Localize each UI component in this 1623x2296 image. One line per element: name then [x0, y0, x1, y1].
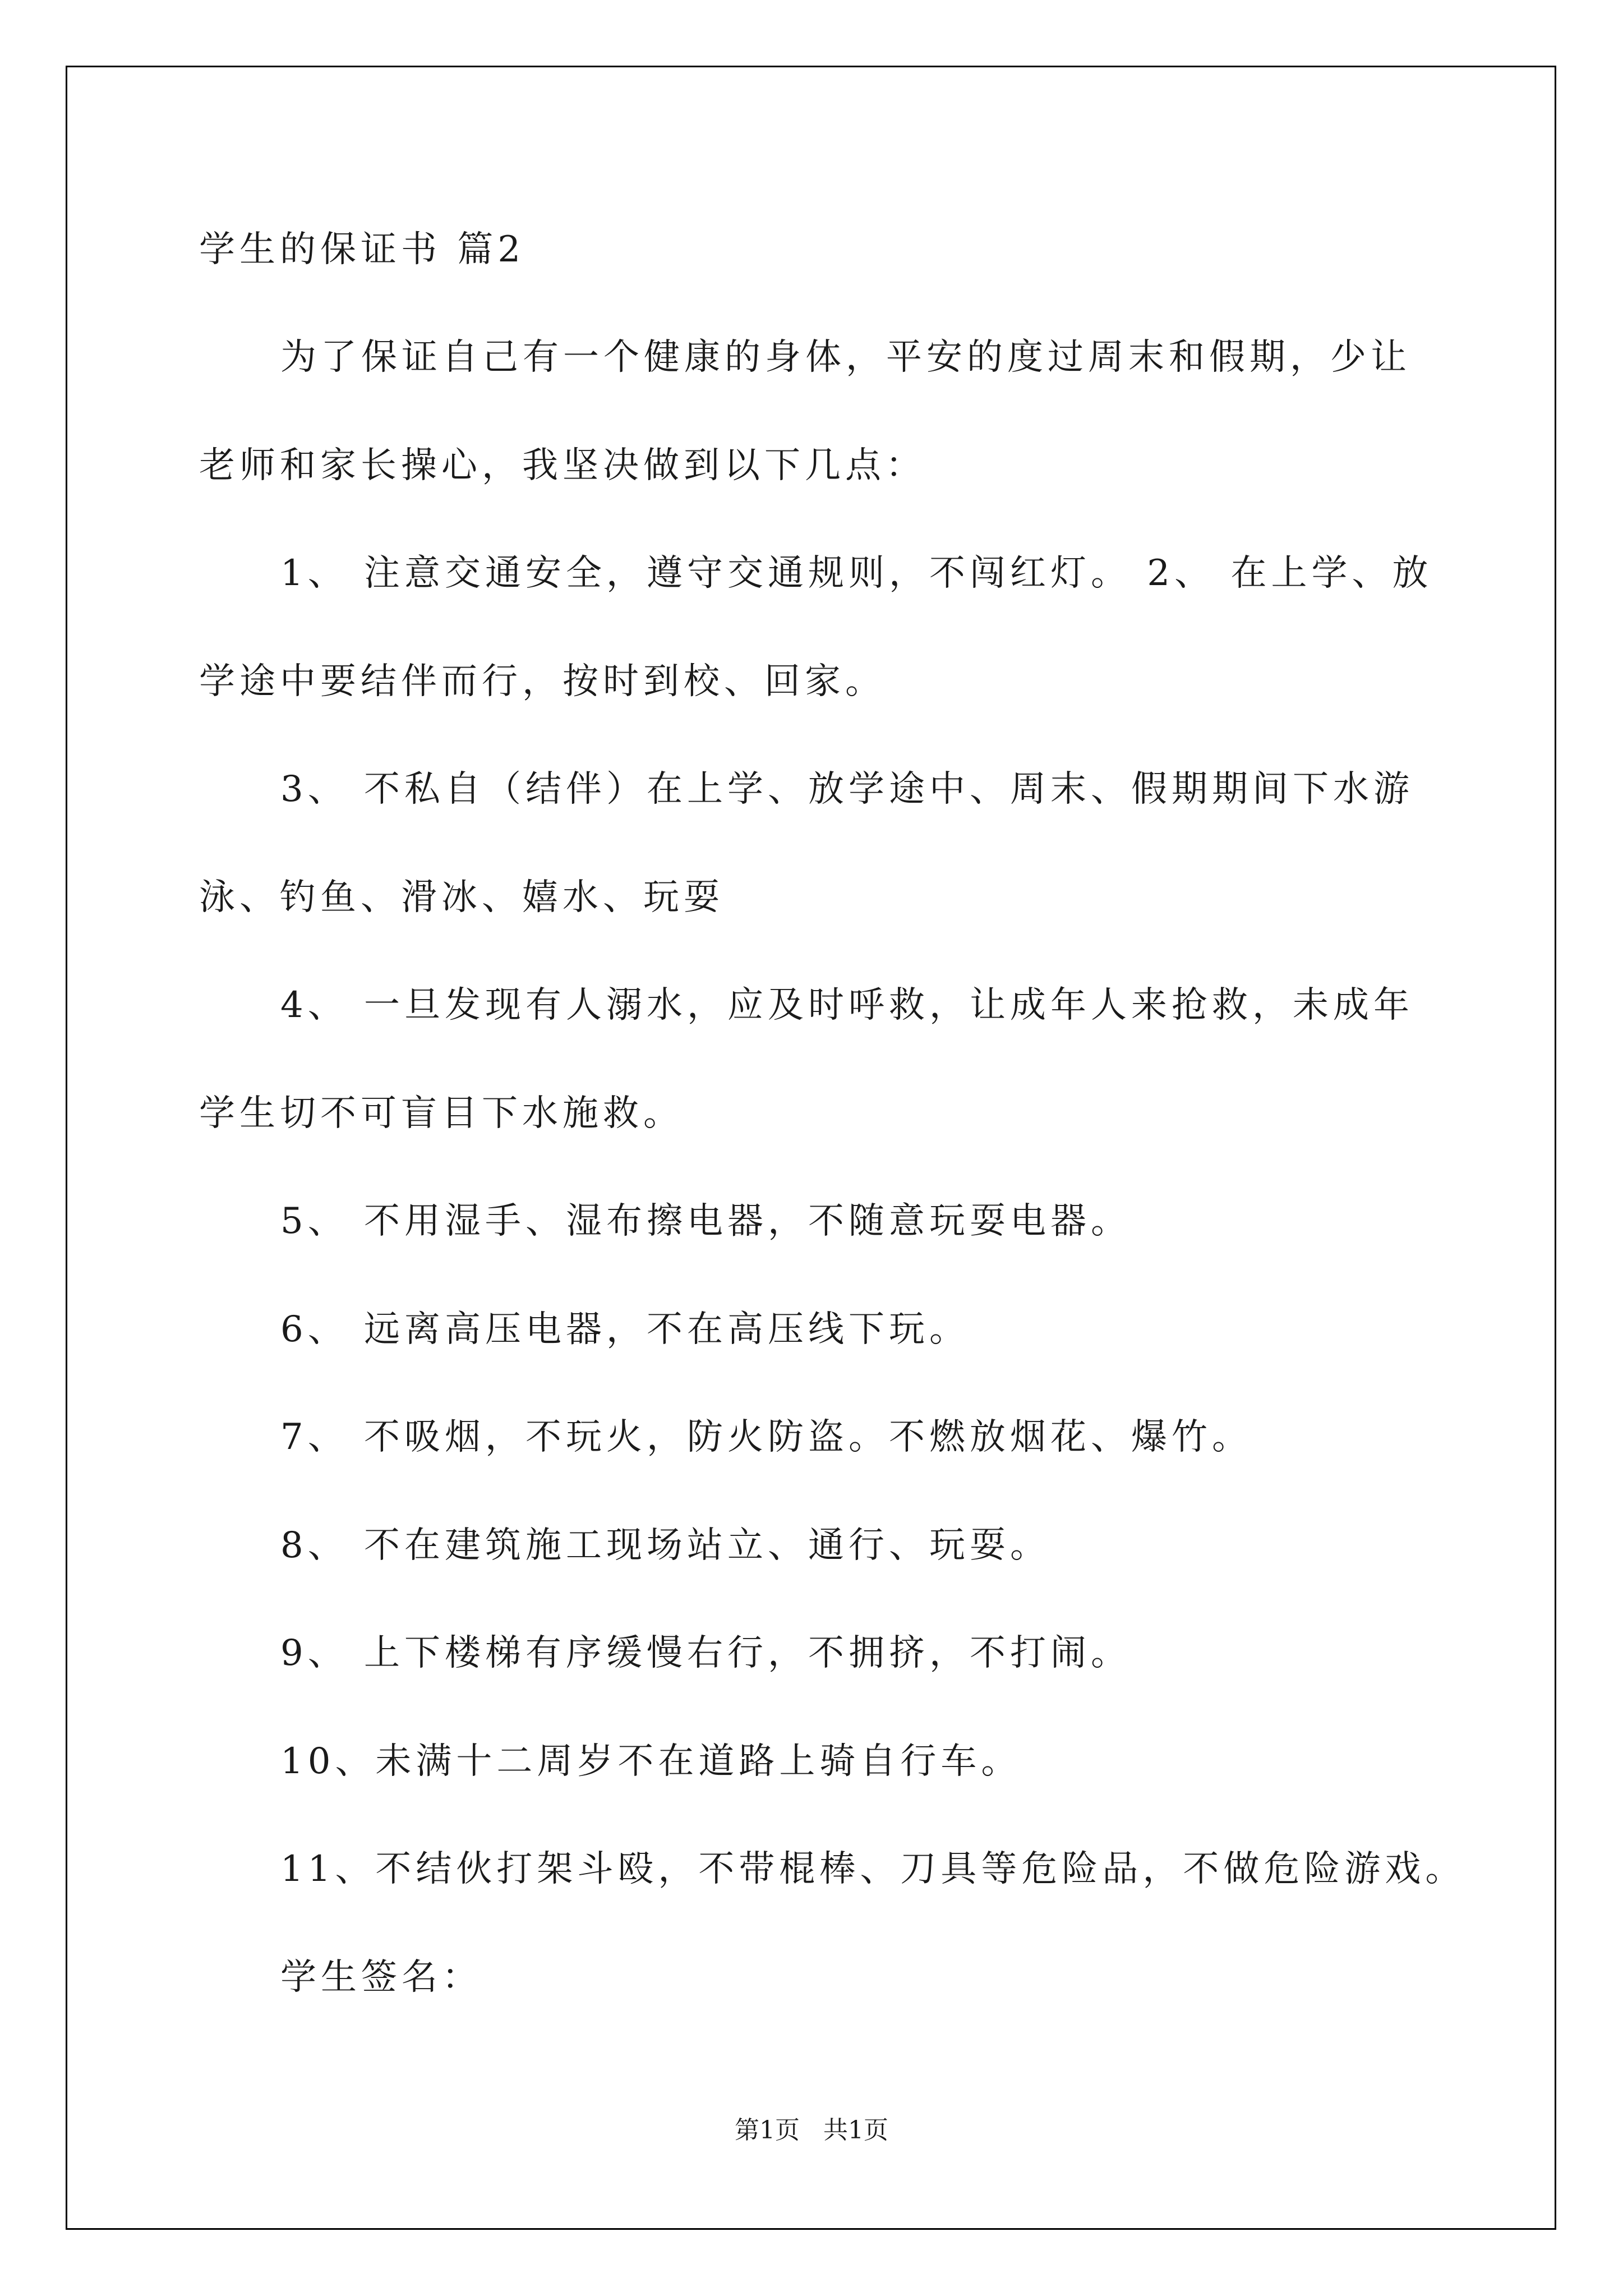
- paragraph-line: 4、 一旦发现有人溺水，应及时呼救，让成年人来抢救，未成年: [280, 984, 1414, 1026]
- paragraph-line: 5、 不用湿手、湿布擦电器，不随意玩耍电器。: [280, 1200, 1132, 1242]
- paragraph-line: 9、 上下楼梯有序缓慢右行，不拥挤，不打闹。: [280, 1632, 1132, 1674]
- paragraph-line: 泳、钓鱼、滑冰、嬉水、玩耍: [199, 877, 724, 918]
- document-title: 学生的保证书 篇2: [199, 229, 525, 270]
- paragraph-line: 8、 不在建筑施工现场站立、通行、玩耍。: [280, 1525, 1051, 1566]
- paragraph-line: 7、 不吸烟，不玩火，防火防盗。不燃放烟花、爆竹。: [280, 1416, 1253, 1458]
- signature-label: 学生签名：: [280, 1957, 482, 1998]
- paragraph-line: 为了保证自己有一个健康的身体，平安的度过周末和假期，少让: [280, 337, 1411, 378]
- page-footer: 第1页 共1页: [735, 2116, 888, 2145]
- paragraph-line: 10、未满十二周岁不在道路上骑自行车。: [280, 1741, 1022, 1782]
- paragraph-line: 3、 不私自（结伴）在上学、放学途中、周末、假期期间下水游: [280, 769, 1414, 810]
- page-frame: [66, 66, 1556, 2230]
- paragraph-line: 11、不结伙打架斗殴，不带棍棒、刀具等危险品，不做危险游戏。: [280, 1848, 1466, 1890]
- paragraph-line: 6、 远离高压电器，不在高压线下玩。: [280, 1309, 970, 1350]
- paragraph-line: 老师和家长操心，我坚决做到以下几点：: [199, 445, 926, 486]
- paragraph-line: 学途中要结伴而行，按时到校、回家。: [199, 661, 886, 702]
- paragraph-line: 1、 注意交通安全，遵守交通规则，不闯红灯。 2、 在上学、放: [280, 553, 1433, 594]
- paragraph-line: 学生切不可盲目下水施救。: [199, 1093, 684, 1134]
